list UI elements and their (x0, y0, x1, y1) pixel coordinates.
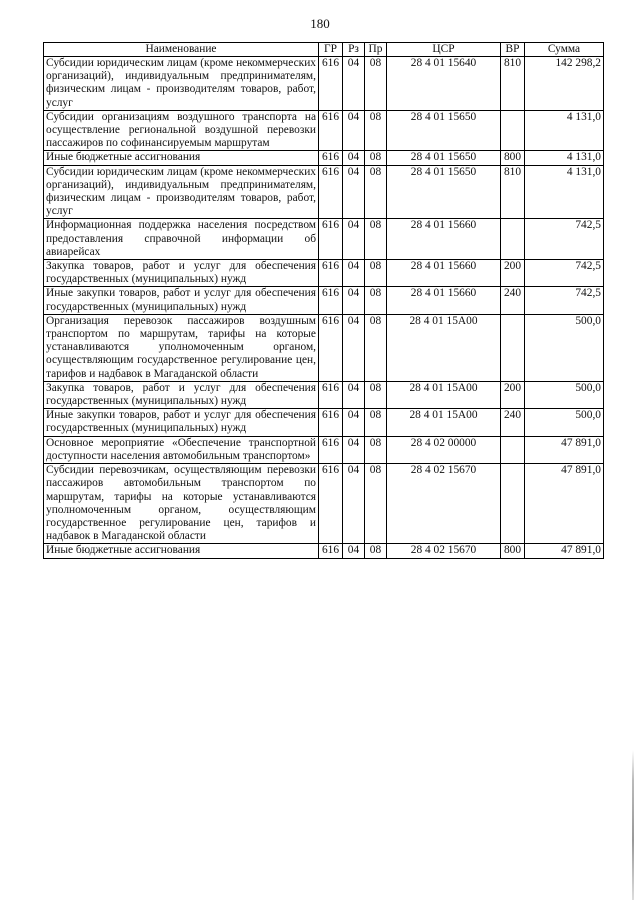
cell-vr: 810 (501, 165, 525, 219)
cell-rz: 04 (343, 287, 365, 314)
cell-vr: 800 (501, 544, 525, 558)
cell-rz: 04 (343, 110, 365, 151)
cell-gr: 616 (319, 381, 343, 408)
cell-gr: 616 (319, 409, 343, 436)
header-csr: ЦСР (387, 43, 501, 57)
cell-sum: 47 891,0 (525, 544, 604, 558)
cell-sum: 47 891,0 (525, 464, 604, 544)
cell-vr: 800 (501, 151, 525, 165)
cell-gr: 616 (319, 314, 343, 381)
cell-name: Иные бюджетные ассигнования (44, 544, 319, 558)
cell-gr: 616 (319, 151, 343, 165)
cell-rz: 04 (343, 381, 365, 408)
cell-gr: 616 (319, 464, 343, 544)
table-row (44, 544, 604, 558)
cell-vr (501, 436, 525, 463)
cell-vr: 200 (501, 381, 525, 408)
cell-name: Основное мероприятие «Обеспечение транспортной доступности населения автомобильным транспортом» (44, 436, 319, 463)
cell-rz: 04 (343, 165, 365, 219)
cell-gr: 616 (319, 219, 343, 260)
cell-csr: 28 4 01 15660 (387, 287, 501, 314)
cell-sum: 500,0 (525, 381, 604, 408)
cell-pr: 08 (365, 409, 387, 436)
cell-sum: 500,0 (525, 314, 604, 381)
cell-sum: 142 298,2 (525, 57, 604, 111)
table-row (44, 409, 604, 436)
cell-pr: 08 (365, 544, 387, 558)
cell-gr: 616 (319, 436, 343, 463)
header-name: Наименование (44, 43, 319, 57)
table-row (44, 381, 604, 408)
table-row (44, 110, 604, 151)
cell-vr: 240 (501, 409, 525, 436)
cell-vr: 200 (501, 260, 525, 287)
cell-sum: 47 891,0 (525, 436, 604, 463)
cell-sum: 500,0 (525, 409, 604, 436)
cell-csr: 28 4 02 00000 (387, 436, 501, 463)
cell-csr: 28 4 01 15650 (387, 110, 501, 151)
table-row (44, 287, 604, 314)
cell-pr: 08 (365, 314, 387, 381)
cell-pr: 08 (365, 57, 387, 111)
table-row (44, 57, 604, 111)
cell-pr: 08 (365, 110, 387, 151)
table-row (44, 165, 604, 219)
cell-csr: 28 4 01 15650 (387, 165, 501, 219)
cell-rz: 04 (343, 260, 365, 287)
cell-name: Информационная поддержка населения посредством предоставления справочной информации об авиарейсах (44, 219, 319, 260)
cell-pr: 08 (365, 464, 387, 544)
cell-csr: 28 4 01 15А00 (387, 381, 501, 408)
cell-gr: 616 (319, 260, 343, 287)
cell-name: Иные бюджетные ассигнования (44, 151, 319, 165)
cell-gr: 616 (319, 110, 343, 151)
budget-table (43, 42, 604, 559)
cell-csr: 28 4 01 15640 (387, 57, 501, 111)
cell-vr: 240 (501, 287, 525, 314)
cell-vr: 810 (501, 57, 525, 111)
cell-rz: 04 (343, 544, 365, 558)
header-vr: ВР (501, 43, 525, 57)
cell-pr: 08 (365, 165, 387, 219)
cell-name: Организация перевозок пассажиров воздушным транспортом по маршрутам, тарифы на которые устанавливаются уполномоченным органом, осуществляющим государственное регулирование цен, тарифов и надбавок в Магаданской области (44, 314, 319, 381)
cell-name: Закупка товаров, работ и услуг для обеспечения государственных (муниципальных) нужд (44, 381, 319, 408)
cell-rz: 04 (343, 219, 365, 260)
header-rz: Рз (343, 43, 365, 57)
cell-vr (501, 314, 525, 381)
cell-sum: 742,5 (525, 287, 604, 314)
header-sum: Сумма (525, 43, 604, 57)
cell-csr: 28 4 01 15660 (387, 219, 501, 260)
table-header-row (44, 43, 604, 57)
table-row (44, 219, 604, 260)
cell-csr: 28 4 01 15650 (387, 151, 501, 165)
cell-pr: 08 (365, 436, 387, 463)
cell-pr: 08 (365, 151, 387, 165)
cell-sum: 742,5 (525, 260, 604, 287)
cell-csr: 28 4 02 15670 (387, 464, 501, 544)
cell-name: Субсидии организациям воздушного транспорта на осуществление региональной воздушной перевозки пассажиров по софинансируемым маршрутам (44, 110, 319, 151)
cell-csr: 28 4 02 15670 (387, 544, 501, 558)
page-number: 180 (310, 16, 330, 31)
cell-gr: 616 (319, 165, 343, 219)
table-row (44, 436, 604, 463)
cell-name: Субсидии юридическим лицам (кроме некоммерческих организаций), индивидуальным предпринимателям, физическим лицам - производителям товаров, работ, услуг (44, 57, 319, 111)
cell-rz: 04 (343, 436, 365, 463)
cell-gr: 616 (319, 287, 343, 314)
cell-name: Иные закупки товаров, работ и услуг для обеспечения государственных (муниципальных) нужд (44, 287, 319, 314)
cell-pr: 08 (365, 260, 387, 287)
cell-csr: 28 4 01 15А00 (387, 409, 501, 436)
cell-sum: 4 131,0 (525, 165, 604, 219)
cell-sum: 4 131,0 (525, 110, 604, 151)
cell-rz: 04 (343, 409, 365, 436)
cell-gr: 616 (319, 544, 343, 558)
cell-csr: 28 4 01 15660 (387, 260, 501, 287)
cell-name: Субсидии перевозчикам, осуществляющим перевозки пассажиров автомобильным транспортом по маршрутам, тарифы на которые устанавливаются уполномоченным органом, осуществляющим государственное регулирование цен, тарифов и надбавок в Магаданской области (44, 464, 319, 544)
cell-name: Субсидии юридическим лицам (кроме некоммерческих организаций), индивидуальным предпринимателям, физическим лицам - производителям товаров, работ, услуг (44, 165, 319, 219)
cell-vr (501, 110, 525, 151)
cell-rz: 04 (343, 314, 365, 381)
cell-rz: 04 (343, 57, 365, 111)
cell-name: Закупка товаров, работ и услуг для обеспечения государственных (муниципальных) нужд (44, 260, 319, 287)
cell-pr: 08 (365, 219, 387, 260)
cell-gr: 616 (319, 57, 343, 111)
cell-name: Иные закупки товаров, работ и услуг для обеспечения государственных (муниципальных) нужд (44, 409, 319, 436)
cell-vr (501, 464, 525, 544)
scan-edge-mark (632, 750, 634, 900)
cell-sum: 742,5 (525, 219, 604, 260)
header-pr: Пр (365, 43, 387, 57)
table-row (44, 151, 604, 165)
cell-rz: 04 (343, 151, 365, 165)
cell-csr: 28 4 01 15А00 (387, 314, 501, 381)
cell-rz: 04 (343, 464, 365, 544)
table-row (44, 260, 604, 287)
cell-vr (501, 219, 525, 260)
header-gr: ГР (319, 43, 343, 57)
table-row (44, 314, 604, 381)
cell-pr: 08 (365, 381, 387, 408)
cell-sum: 4 131,0 (525, 151, 604, 165)
table-row (44, 464, 604, 544)
cell-pr: 08 (365, 287, 387, 314)
